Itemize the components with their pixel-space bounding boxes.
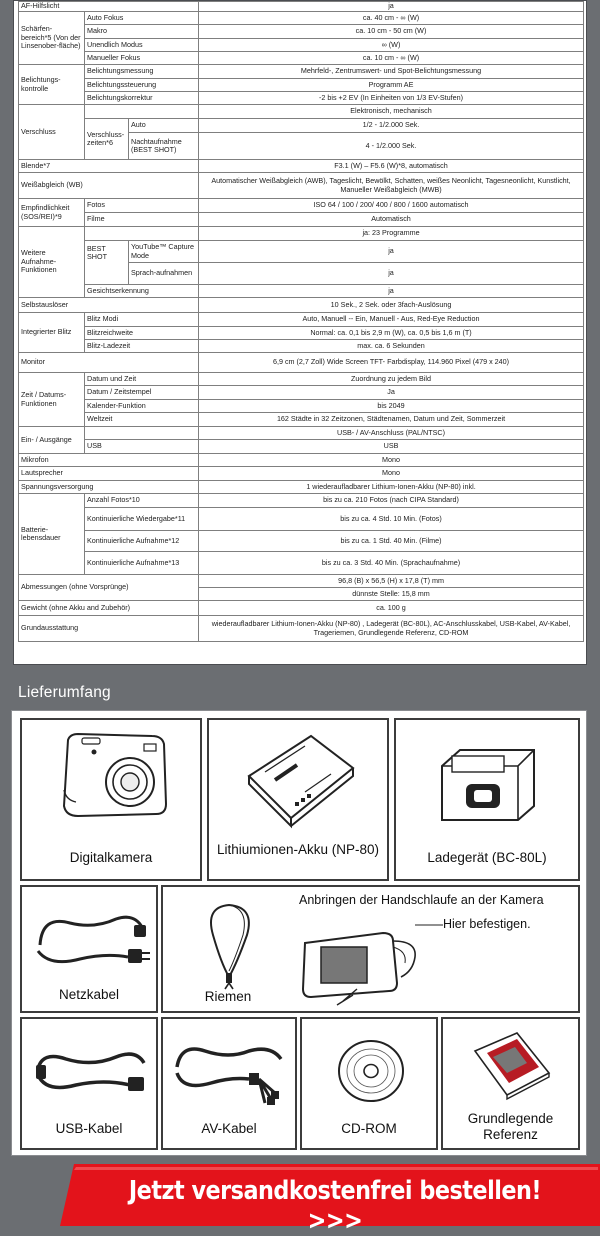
row-sublabel: Nachtaufnahme (BEST SHOT) <box>129 133 199 160</box>
row-value: 96,8 (B) x 56,5 (H) x 17,8 (T) mm <box>199 575 584 588</box>
row-value: ja <box>199 2 584 12</box>
table-row <box>19 313 584 327</box>
strap-instruction: Anbringen der Handschlaufe an der Kamera <box>299 893 544 907</box>
row-value: Mono <box>199 454 584 467</box>
row-label: Ein- / Ausgänge <box>19 427 85 454</box>
row-sublabel: Belichtungssteuerung <box>85 79 199 92</box>
row-sublabel: Blitz Modi <box>85 313 199 327</box>
row-value: Zuordnung zu jedem Bild <box>199 373 584 386</box>
row-sublabel: Auto <box>129 119 199 133</box>
row-label: Blende*7 <box>19 160 199 173</box>
table-row <box>19 199 584 213</box>
caption-camera: Digitalkamera <box>69 850 153 865</box>
caption-charger: Ladegerät (BC-80L) <box>427 850 547 865</box>
row-value: wiederaufladbarer Lithium-Ionen-Akku (NP-80) , Ladegerät (BC-80L), AC-Anschlusskabel, USB-Kabel, AV-Kabel, Trageriemen, Grundlegende Referenz, CD-ROM <box>199 616 584 642</box>
row-label: Verschluss <box>19 105 85 160</box>
row-sublabel: Manueller Fokus <box>85 52 199 65</box>
row-sublabel: Kontinuierliche Aufnahme*13 <box>85 552 199 575</box>
row-label: Grundausstattung <box>19 616 199 642</box>
caption-battery: Lithiumionen-Akku (NP-80) <box>216 842 380 857</box>
table-row <box>19 25 584 39</box>
table-row <box>19 531 584 552</box>
item-reference <box>441 1017 580 1150</box>
caption-strap: Riemen <box>204 989 252 1004</box>
row-value: USB- / AV-Anschluss (PAL/NTSC) <box>199 427 584 440</box>
table-row <box>19 413 584 427</box>
row-sublabel: Verschluss-zeiten*6 <box>85 119 129 160</box>
row-value: F3.1 (W) – F5.6 (W)*8, automatisch <box>199 160 584 173</box>
table-row <box>19 52 584 65</box>
row-sublabel: Gesichtserkennung <box>85 285 199 298</box>
row-label: Spannungsversorgung <box>19 481 199 494</box>
power-cable-icon <box>30 905 152 975</box>
table-row <box>19 575 584 588</box>
item-power-cable <box>20 885 158 1013</box>
table-row <box>19 79 584 92</box>
row-label: Weitere Aufnahme-Funktionen <box>19 227 85 298</box>
row-sublabel: USB <box>85 440 199 454</box>
row-sublabel: Weltzeit <box>85 413 199 427</box>
row-value: Automatisch <box>199 213 584 227</box>
table-row <box>19 39 584 52</box>
battery-icon <box>235 732 365 832</box>
row-value: Elektronisch, mechanisch <box>199 105 584 119</box>
table-row <box>19 105 584 119</box>
row-sublabel: Belichtungskorrektur <box>85 92 199 105</box>
row-label: Selbstauslöser <box>19 298 199 313</box>
row-sublabel: Anzahl Fotos*10 <box>85 494 199 508</box>
row-label: Schärfen-bereich*5 (Von der Linsenober-fläche) <box>19 12 85 65</box>
row-value: Automatischer Weißabgleich (AWB), Tageslicht, Bewölkt, Schatten, weißes Neonlicht, Tagesneonlicht, Kunstlicht, Manueller Weißabgleich (MWB) <box>199 173 584 199</box>
row-value: ja <box>199 263 584 285</box>
row-value: USB <box>199 440 584 454</box>
caption-usb-cable: USB-Kabel <box>55 1121 123 1136</box>
table-row <box>19 494 584 508</box>
item-charger <box>394 718 580 881</box>
row-value: bis 2049 <box>199 400 584 413</box>
row-label: Empfindlichkeit (SOS/REI)*9 <box>19 199 85 227</box>
camera-icon <box>54 730 172 822</box>
item-camera <box>20 718 202 881</box>
row-value: ca. 10 cm - 50 cm (W) <box>199 25 584 39</box>
table-row <box>19 616 584 642</box>
row-sublabel: BEST SHOT <box>85 241 129 285</box>
row-label: Abmessungen (ohne Vorsprünge) <box>19 575 199 601</box>
row-label: Lautsprecher <box>19 467 199 481</box>
row-label: Zeit / Datums-Funktionen <box>19 373 85 427</box>
strap-attach-label: Hier befestigen. <box>443 917 531 931</box>
caption-power-cable: Netzkabel <box>58 987 120 1002</box>
row-value: ∞ (W) <box>199 39 584 52</box>
row-value: bis zu ca. 1 Std. 40 Min. (Filme) <box>199 531 584 552</box>
order-button[interactable] <box>60 1164 600 1236</box>
row-value: 6,9 cm (2,7 Zoll) Wide Screen TFT- Farbdisplay, 114.960 Pixel (479 x 240) <box>199 353 584 373</box>
row-value: 1 wiederaufladbarer Lithium-Ionen-Akku (NP-80) inkl. <box>199 481 584 494</box>
row-sublabel <box>85 227 199 241</box>
table-row <box>19 65 584 79</box>
table-row <box>19 298 584 313</box>
row-sublabel: Unendlich Modus <box>85 39 199 52</box>
table-row <box>19 327 584 340</box>
row-value: Normal: ca. 0,1 bis 2,9 m (W), ca. 0,5 bis 1,6 m (T) <box>199 327 584 340</box>
order-button-label: Jetzt versandkostenfrei bestellen! >>> <box>128 1176 542 1236</box>
row-value: 4 - 1/2.000 Sek. <box>199 133 584 160</box>
table-row <box>19 386 584 400</box>
row-sublabel: Blitz-Ladezeit <box>85 340 199 353</box>
row-value: ja: 23 Programme <box>199 227 584 241</box>
row-label: Batterie-lebensdauer <box>19 494 85 575</box>
table-row <box>19 508 584 531</box>
table-row <box>19 160 584 173</box>
item-battery <box>207 718 389 881</box>
strap-icon <box>199 899 259 991</box>
item-cdrom <box>300 1017 438 1150</box>
row-label: Belichtungs-kontrolle <box>19 65 85 105</box>
table-row <box>19 12 584 25</box>
row-value: Ja <box>199 386 584 400</box>
row-sublabel: Kontinuierliche Wiedergabe*11 <box>85 508 199 531</box>
row-value: max. ca. 6 Sekunden <box>199 340 584 353</box>
table-row <box>19 353 584 373</box>
row-label: Integrierter Blitz <box>19 313 85 353</box>
row-sublabel: YouTube™ Capture Mode <box>129 241 199 263</box>
caption-av-cable: AV-Kabel <box>201 1121 257 1136</box>
row-sublabel: Kalender-Funktion <box>85 400 199 413</box>
row-value: bis zu ca. 3 Std. 40 Min. (Sprachaufnahme) <box>199 552 584 575</box>
camera-strap-icon <box>297 911 447 1007</box>
caption-cdrom: CD-ROM <box>341 1121 397 1136</box>
spec-table <box>18 1 584 642</box>
table-row <box>19 213 584 227</box>
row-value: ja <box>199 285 584 298</box>
row-sublabel: Blitzreichweite <box>85 327 199 340</box>
spec-panel <box>13 0 587 665</box>
scope-of-delivery <box>11 710 587 1156</box>
item-strap <box>161 885 580 1013</box>
row-value: bis zu ca. 210 Fotos (nach CIPA Standard) <box>199 494 584 508</box>
row-value: -2 bis +2 EV (In Einheiten von 1/3 EV-Stufen) <box>199 92 584 105</box>
row-sublabel: Fotos <box>85 199 199 213</box>
row-value: Mehrfeld-, Zentrumswert- und Spot-Belichtungsmessung <box>199 65 584 79</box>
cdrom-icon <box>336 1035 406 1105</box>
section-title: Lieferumfang <box>18 684 111 701</box>
row-value: bis zu ca. 4 Std. 10 Min. (Fotos) <box>199 508 584 531</box>
table-row <box>19 552 584 575</box>
table-row <box>19 467 584 481</box>
row-value: ca. 10 cm - ∞ (W) <box>199 52 584 65</box>
row-sublabel <box>85 105 199 119</box>
row-sublabel: Filme <box>85 213 199 227</box>
item-av-cable <box>161 1017 297 1150</box>
row-value: ca. 40 cm - ∞ (W) <box>199 12 584 25</box>
av-cable-icon <box>171 1033 291 1107</box>
table-row <box>19 373 584 386</box>
row-value: ISO 64 / 100 / 200/ 400 / 800 / 1600 automatisch <box>199 199 584 213</box>
table-row <box>19 119 584 133</box>
table-row <box>19 340 584 353</box>
table-row <box>19 2 584 12</box>
row-label: Weißabgleich (WB) <box>19 173 199 199</box>
row-sublabel: Auto Fokus <box>85 12 199 25</box>
row-label: Monitor <box>19 353 199 373</box>
row-value: Auto, Manuell -- Ein, Manuell - Aus, Red-Eye Reduction <box>199 313 584 327</box>
row-sublabel: Makro <box>85 25 199 39</box>
row-value: dünnste Stelle: 15,8 mm <box>199 588 584 601</box>
row-value: 10 Sek., 2 Sek. oder 3fach-Auslösung <box>199 298 584 313</box>
row-label: Mikrofon <box>19 454 199 467</box>
caption-reference: Grundlegende Referenz <box>467 1111 554 1142</box>
table-row <box>19 285 584 298</box>
row-value: Mono <box>199 467 584 481</box>
row-value: 1/2 - 1/2.000 Sek. <box>199 119 584 133</box>
row-label: AF-Hilfslicht <box>19 2 199 12</box>
table-row <box>19 173 584 199</box>
table-row <box>19 227 584 241</box>
table-row <box>19 481 584 494</box>
row-sublabel: Datum / Zeitstempel <box>85 386 199 400</box>
row-value: 162 Städte in 32 Zeitzonen, Städtenamen, Datum und Zeit, Sommerzeit <box>199 413 584 427</box>
row-sublabel: Datum und Zeit <box>85 373 199 386</box>
row-value: ca. 100 g <box>199 601 584 616</box>
charger-icon <box>430 744 548 826</box>
row-sublabel: Sprach-aufnahmen <box>129 263 199 285</box>
table-row <box>19 92 584 105</box>
table-row <box>19 241 584 263</box>
row-sublabel: Belichtungsmessung <box>85 65 199 79</box>
row-label: Gewicht (ohne Akku and Zubehör) <box>19 601 199 616</box>
usb-cable-icon <box>32 1045 150 1099</box>
row-sublabel <box>85 427 199 440</box>
table-row <box>19 427 584 440</box>
item-usb-cable <box>20 1017 158 1150</box>
table-row <box>19 440 584 454</box>
row-value: ja <box>199 241 584 263</box>
table-row <box>19 601 584 616</box>
reference-booklet-icon <box>469 1029 555 1101</box>
row-value: Programm AE <box>199 79 584 92</box>
table-row <box>19 400 584 413</box>
row-sublabel: Kontinuierliche Aufnahme*12 <box>85 531 199 552</box>
table-row <box>19 454 584 467</box>
